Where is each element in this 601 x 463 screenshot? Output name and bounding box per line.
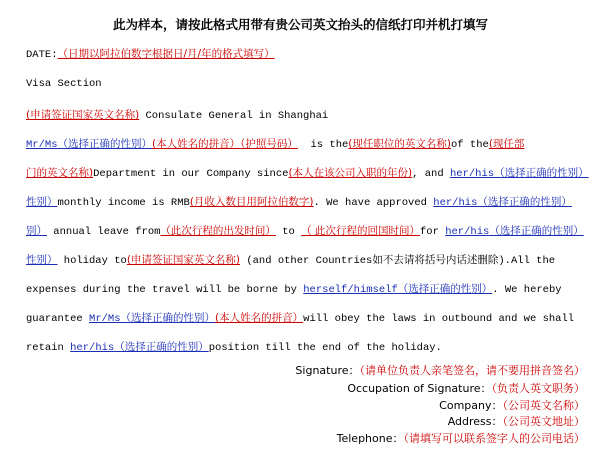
gender-hint: （选择正确的性别） <box>120 312 216 324</box>
address-line <box>448 413 585 429</box>
other-note: 如不去请将括号内话述删除 <box>372 254 499 266</box>
address-hint: （公司英文地址） <box>502 415 585 428</box>
dept-hint-2: 门的英文名称) <box>26 167 94 179</box>
expenses-line <box>26 281 562 296</box>
dept-text: Department in our Company since <box>93 168 289 180</box>
herhis-option: her/his <box>445 226 490 238</box>
income-hint: (月收入数目用阿拉伯数字) <box>189 196 314 208</box>
guarantee-line <box>26 310 574 325</box>
depart-hint: （此次行程的出发时间） <box>160 225 276 237</box>
occupation-hint: （负责人英文职务） <box>491 382 585 395</box>
return-hint: （ 此次行程的回国时间） <box>301 225 420 237</box>
gender-hint: （选择正确的性别） <box>57 138 153 150</box>
herhis-option: her/his <box>449 168 495 180</box>
company-label: Company： <box>439 399 503 412</box>
and-text: , and <box>412 168 450 180</box>
is-the-text: is the <box>304 139 349 151</box>
gender-word: 性别） <box>26 196 58 208</box>
to-text: to <box>275 226 302 238</box>
monthly-text: monthly income is RMB <box>57 197 190 209</box>
signature-hint: （请单位负责人亲笔签名，请不要用拼音签名） <box>359 364 585 377</box>
telephone-hint: （请填写可以联系签字人的公司电话） <box>403 432 585 445</box>
join-hint: (本人在该公司入职的年份) <box>288 167 413 179</box>
of-the-text: of the <box>451 139 489 151</box>
name-hint: (本人姓名的拼音） <box>152 138 241 150</box>
holiday-text: holiday to <box>57 255 127 267</box>
department-line <box>26 165 589 180</box>
occupation-label: Occupation of Signature： <box>347 382 492 395</box>
position-till-text: position till the end of the holiday. <box>208 342 442 354</box>
country-hint-2: (申请签证国家英文名称) <box>126 254 241 266</box>
hereby-text: . We hereby <box>492 284 562 296</box>
other-text: (and other Countries <box>246 255 373 267</box>
herself-himself-option: herself/himself <box>303 284 398 296</box>
annual-text: annual leave from <box>47 226 161 238</box>
consulate-text: Consulate General in Shanghai <box>139 110 329 122</box>
mrms-option: Mr/Ms <box>89 313 121 325</box>
employee-line <box>26 136 524 151</box>
dept-hint-1: (现任部 <box>488 138 525 150</box>
herhis-option: her/his <box>433 197 478 209</box>
gender-word: 别） <box>26 225 47 237</box>
guarantee-text: guarantee <box>26 313 90 325</box>
telephone-label: Telephone： <box>336 432 404 445</box>
visa-section: Visa Section <box>26 78 102 90</box>
obey-text: will obey the laws in outbound and we shall <box>303 313 575 325</box>
gender-hint: （选择正确的性别） <box>494 167 589 179</box>
gender-word: 性别） <box>26 254 58 266</box>
date-line <box>26 46 275 61</box>
gender-hint: （选择正确的性别） <box>489 225 584 237</box>
herhis-option: her/his <box>70 342 115 354</box>
gender-hint: （选择正确的性别） <box>397 283 493 295</box>
for-text: for <box>419 226 446 238</box>
signature-label: Signature： <box>295 364 360 377</box>
retain-line <box>26 339 442 354</box>
leave-line <box>26 223 584 238</box>
company-line <box>439 397 585 413</box>
occupation-line <box>347 380 585 396</box>
holiday-line <box>26 252 555 267</box>
date-label: DATE: <box>26 49 58 61</box>
telephone-line <box>337 430 585 446</box>
name-hint: (本人姓名的拼音） <box>215 312 304 324</box>
passport-hint: （护照号码） <box>240 138 298 150</box>
date-hint: （日期以阿拉伯数字根据日/月/年的格式填写） <box>57 48 275 60</box>
page-title: 此为样本，请按此格式用带有贵公司英文抬头的信纸打印并机打填写 <box>112 17 488 32</box>
gender-hint: （选择正确的性别） <box>477 196 572 208</box>
gender-hint: （选择正确的性别） <box>114 341 209 353</box>
income-line <box>26 194 572 209</box>
signature-line <box>295 362 585 378</box>
retain-text: retain <box>26 342 71 354</box>
position-hint: (现任职位的英文名称) <box>348 138 451 150</box>
expenses-text: expenses during the travel will be borne by <box>26 284 304 296</box>
company-hint: （公司英文名称） <box>502 399 585 412</box>
all-text: ).All the <box>498 255 556 267</box>
country-hint: (申请签证国家英文名称) <box>26 109 140 121</box>
approved-text: . We have approved <box>313 197 434 209</box>
mrms-option: Mr/Ms <box>26 139 58 151</box>
consulate-line <box>26 107 328 122</box>
address-label: Address： <box>447 415 503 428</box>
